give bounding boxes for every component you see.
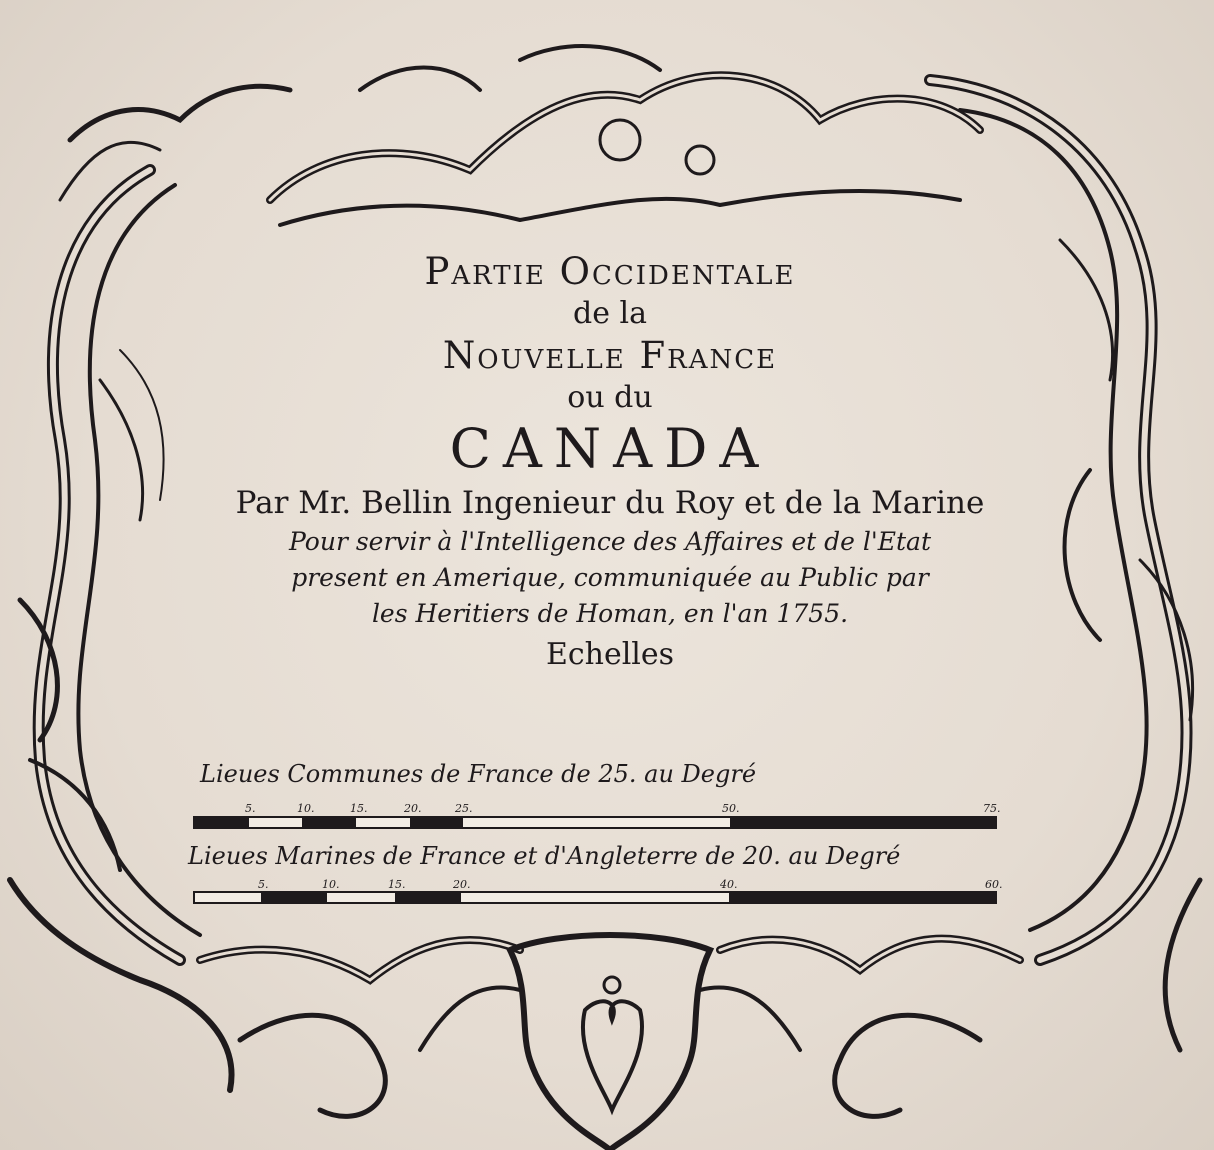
scale-2-label: Lieues Marines de France et d'Angleterre de 20. au Degré — [188, 842, 901, 870]
scale-1-tick: 50. — [722, 802, 740, 815]
purpose-line-3: les Heritiers de Homan, en l'an 1755. — [371, 599, 849, 628]
scale-1-segment — [195, 818, 249, 827]
author-line: Par Mr. Bellin Ingenieur du Roy et de la Marine — [235, 485, 985, 521]
purpose-line-2: present en Amerique, communiquée au Public par — [291, 563, 929, 592]
scale-1-bar — [193, 816, 997, 829]
scale-2-segment — [261, 893, 327, 902]
title-line-2: de la — [573, 296, 647, 331]
title-line-3: Nouvelle France — [442, 334, 778, 377]
scale-1-tick: 25. — [455, 802, 473, 815]
title-line-1: Partie Occidentale — [424, 250, 796, 293]
scale-1-tick: 10. — [297, 802, 315, 815]
scale-2-segment — [729, 893, 995, 902]
scale-1-tick: 15. — [350, 802, 368, 815]
cartouche-title-block — [150, 248, 1070, 676]
scale-2-tick: 60. — [985, 878, 1003, 891]
scale-2-tick: 5. — [258, 878, 269, 891]
title-line-5: CANADA — [449, 417, 771, 480]
scale-1-label: Lieues Communes de France de 25. au Degré — [200, 760, 757, 788]
scale-2-tick: 15. — [388, 878, 406, 891]
scale-1-tick: 20. — [404, 802, 422, 815]
purpose-line-1: Pour servir à l'Intelligence des Affaires et de l'Etat — [288, 527, 932, 556]
scale-2-segment — [395, 893, 461, 902]
scale-2-tick: 20. — [453, 878, 471, 891]
scale-2-bar — [193, 891, 997, 904]
scale-1-tick: 5. — [245, 802, 256, 815]
scale-1-tick: 75. — [983, 802, 1001, 815]
scale-1-segment — [730, 818, 995, 827]
scale-2-tick: 10. — [322, 878, 340, 891]
scale-1-segment — [302, 818, 356, 827]
title-line-4: ou du — [567, 380, 653, 415]
scale-1-segment — [410, 818, 463, 827]
scales-heading: Echelles — [545, 637, 675, 672]
scale-2-tick: 40. — [720, 878, 738, 891]
